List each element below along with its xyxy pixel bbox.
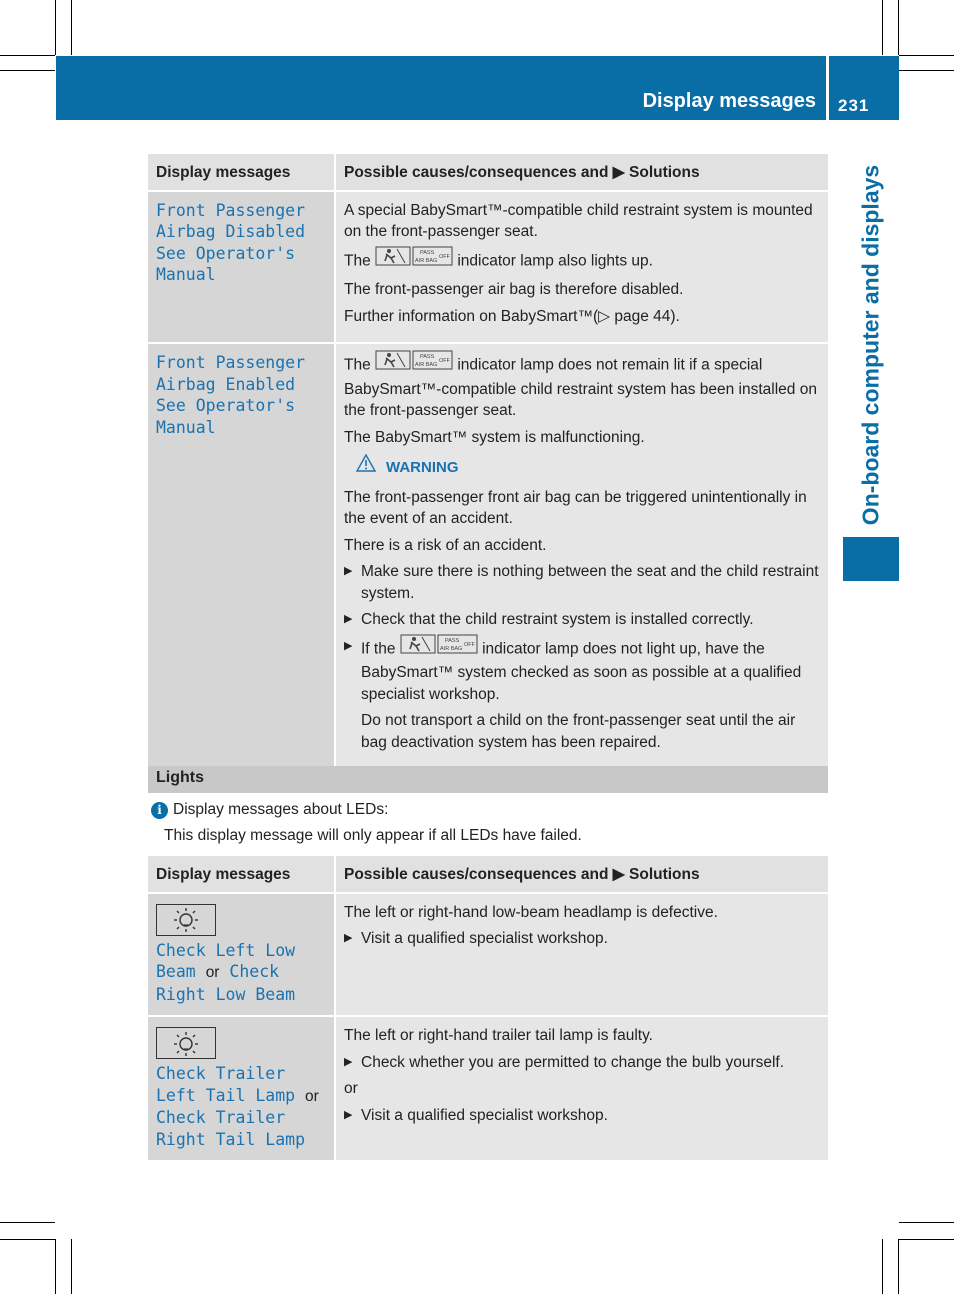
chapter-label: On-board computer and displays (857, 164, 884, 526)
text: indicator lamp does not remain lit if a special BabySmart™-compatible child restraint system has been installed on the front-passenger seat. (344, 356, 817, 419)
crop-mark (0, 55, 55, 56)
info-note (151, 801, 388, 819)
bullet-arrow-icon: ▶ (344, 639, 353, 652)
svg-text:OFF: OFF (463, 641, 475, 648)
column-header-display-messages: Display messages (148, 154, 335, 191)
text: The (344, 356, 371, 374)
paragraph: The BabySmart™ system is malfunctioning. (344, 428, 645, 446)
page-number: 231 (838, 96, 870, 115)
info-icon: i (151, 802, 168, 819)
svg-text:OFF: OFF (439, 358, 451, 364)
svg-text:AIR BAG: AIR BAG (415, 257, 438, 264)
airbag-off-indicator-icon (400, 634, 478, 661)
paragraph (344, 352, 820, 422)
table-row (148, 893, 828, 1017)
header-separator (826, 56, 829, 120)
text: or (305, 1087, 319, 1105)
display-message (156, 1063, 324, 1150)
paragraph: The left or right-hand low-beam headlamp is defective. (344, 903, 718, 921)
crop-mark (55, 0, 56, 55)
crop-mark (899, 70, 954, 71)
paragraph: The front-passenger air bag is therefore disabled. (344, 281, 684, 298)
list-item (344, 1052, 820, 1074)
svg-text:PASS: PASS (420, 249, 435, 256)
lights-messages-table (148, 856, 828, 1160)
svg-text:AIR BAG: AIR BAG (439, 645, 463, 652)
paragraph: or (344, 1080, 358, 1097)
text: Check Trailer Right Tail Lamp (156, 1108, 306, 1149)
svg-text:PASS: PASS (444, 637, 460, 644)
bullet-arrow-icon: ▶ (344, 1055, 353, 1068)
display-message: Front Passenger Airbag Enabled See Operator's Manual (156, 353, 306, 437)
paragraph: A special BabySmart™-compatible child restraint system is mounted on the front-passenger seat. (344, 201, 813, 240)
crop-mark (882, 1239, 883, 1294)
section-bar (148, 766, 828, 793)
text: Visit a qualified specialist workshop. (361, 930, 608, 947)
text: Make sure there is nothing between the seat and the child restraint system. (361, 563, 819, 602)
bullet-arrow-icon: ▶ (344, 932, 353, 944)
paragraph: There is a risk of an accident. (344, 536, 547, 554)
text: Check whether you are permitted to change the bulb yourself. (361, 1053, 785, 1071)
crop-mark (71, 0, 72, 55)
paragraph (344, 248, 820, 275)
lamp-fault-icon (156, 1027, 216, 1059)
list-item (344, 561, 820, 604)
bullet-arrow-icon: ▶ (344, 1108, 353, 1121)
text: indicator lamp also lights up. (457, 251, 653, 269)
crop-mark (55, 1239, 56, 1294)
info-note-detail: This display message will only appear if all LEDs have failed. (164, 827, 582, 844)
paragraph: Do not transport a child on the front-passenger seat until the air bag deactivation system has been repaired. (361, 712, 796, 751)
crop-mark (899, 1239, 954, 1240)
text: Visit a qualified specialist workshop. (361, 1106, 608, 1124)
list-item (344, 609, 820, 631)
svg-text:AIR BAG: AIR BAG (415, 362, 438, 368)
bullet-arrow-icon: ▶ (344, 565, 353, 577)
warning-triangle-icon (356, 454, 376, 478)
paragraph: The front-passenger front air bag can be triggered unintentionally in the event of an accident. (344, 488, 807, 527)
text: The (344, 251, 371, 269)
crop-mark (898, 0, 899, 55)
crop-mark (899, 1222, 954, 1223)
paragraph: Further information on BabySmart™(▷ page 44). (344, 307, 680, 325)
column-header-display-messages: Display messages (148, 856, 335, 893)
crop-mark (0, 70, 55, 71)
airbag-off-indicator-icon (375, 246, 453, 273)
list-item (344, 928, 820, 950)
column-header-solutions: Possible causes/consequences and ▶ Solutions (335, 856, 828, 893)
list-item (344, 636, 820, 706)
display-message (156, 940, 316, 1006)
chapter-tab (843, 537, 899, 581)
text: If the (361, 639, 396, 657)
page-title: Display messages (642, 90, 816, 112)
text: indicator lamp does not light up, have the BabySmart™ system checked as soon as possible at a qualified specialist workshop. (361, 639, 802, 703)
crop-mark (899, 55, 954, 56)
crop-mark (0, 1222, 55, 1223)
bullet-arrow-icon: ▶ (344, 613, 353, 625)
svg-text:OFF: OFF (439, 253, 451, 260)
text: Check Right Low Beam (156, 962, 296, 1004)
column-header-solutions: Possible causes/consequences and ▶ Solutions (335, 154, 828, 191)
table-row (148, 343, 828, 768)
crop-mark (71, 1239, 72, 1294)
warning-heading (356, 454, 820, 479)
text: Check Left Low Beam (156, 940, 296, 981)
display-message: Front Passenger Airbag Disabled See Operator's Manual (156, 200, 306, 284)
list-item (344, 1105, 820, 1127)
airbag-messages-table (148, 154, 828, 768)
table-row (148, 1016, 828, 1160)
text: Display messages about LEDs: (173, 801, 389, 818)
text: Check Trailer Left Tail Lamp (156, 1064, 296, 1105)
paragraph: The left or right-hand trailer tail lamp is faulty. (344, 1027, 653, 1044)
crop-mark (0, 1239, 55, 1240)
warning-label: WARNING (386, 459, 459, 476)
crop-mark (882, 0, 883, 55)
lamp-fault-icon (156, 904, 216, 936)
airbag-off-indicator-icon (375, 350, 453, 377)
section-title: Lights (156, 769, 204, 786)
crop-mark (898, 1239, 899, 1294)
text: or (205, 964, 220, 981)
svg-text:PASS: PASS (420, 354, 435, 360)
text: Check that the child restraint system is installed correctly. (361, 611, 754, 628)
table-row (148, 191, 828, 344)
